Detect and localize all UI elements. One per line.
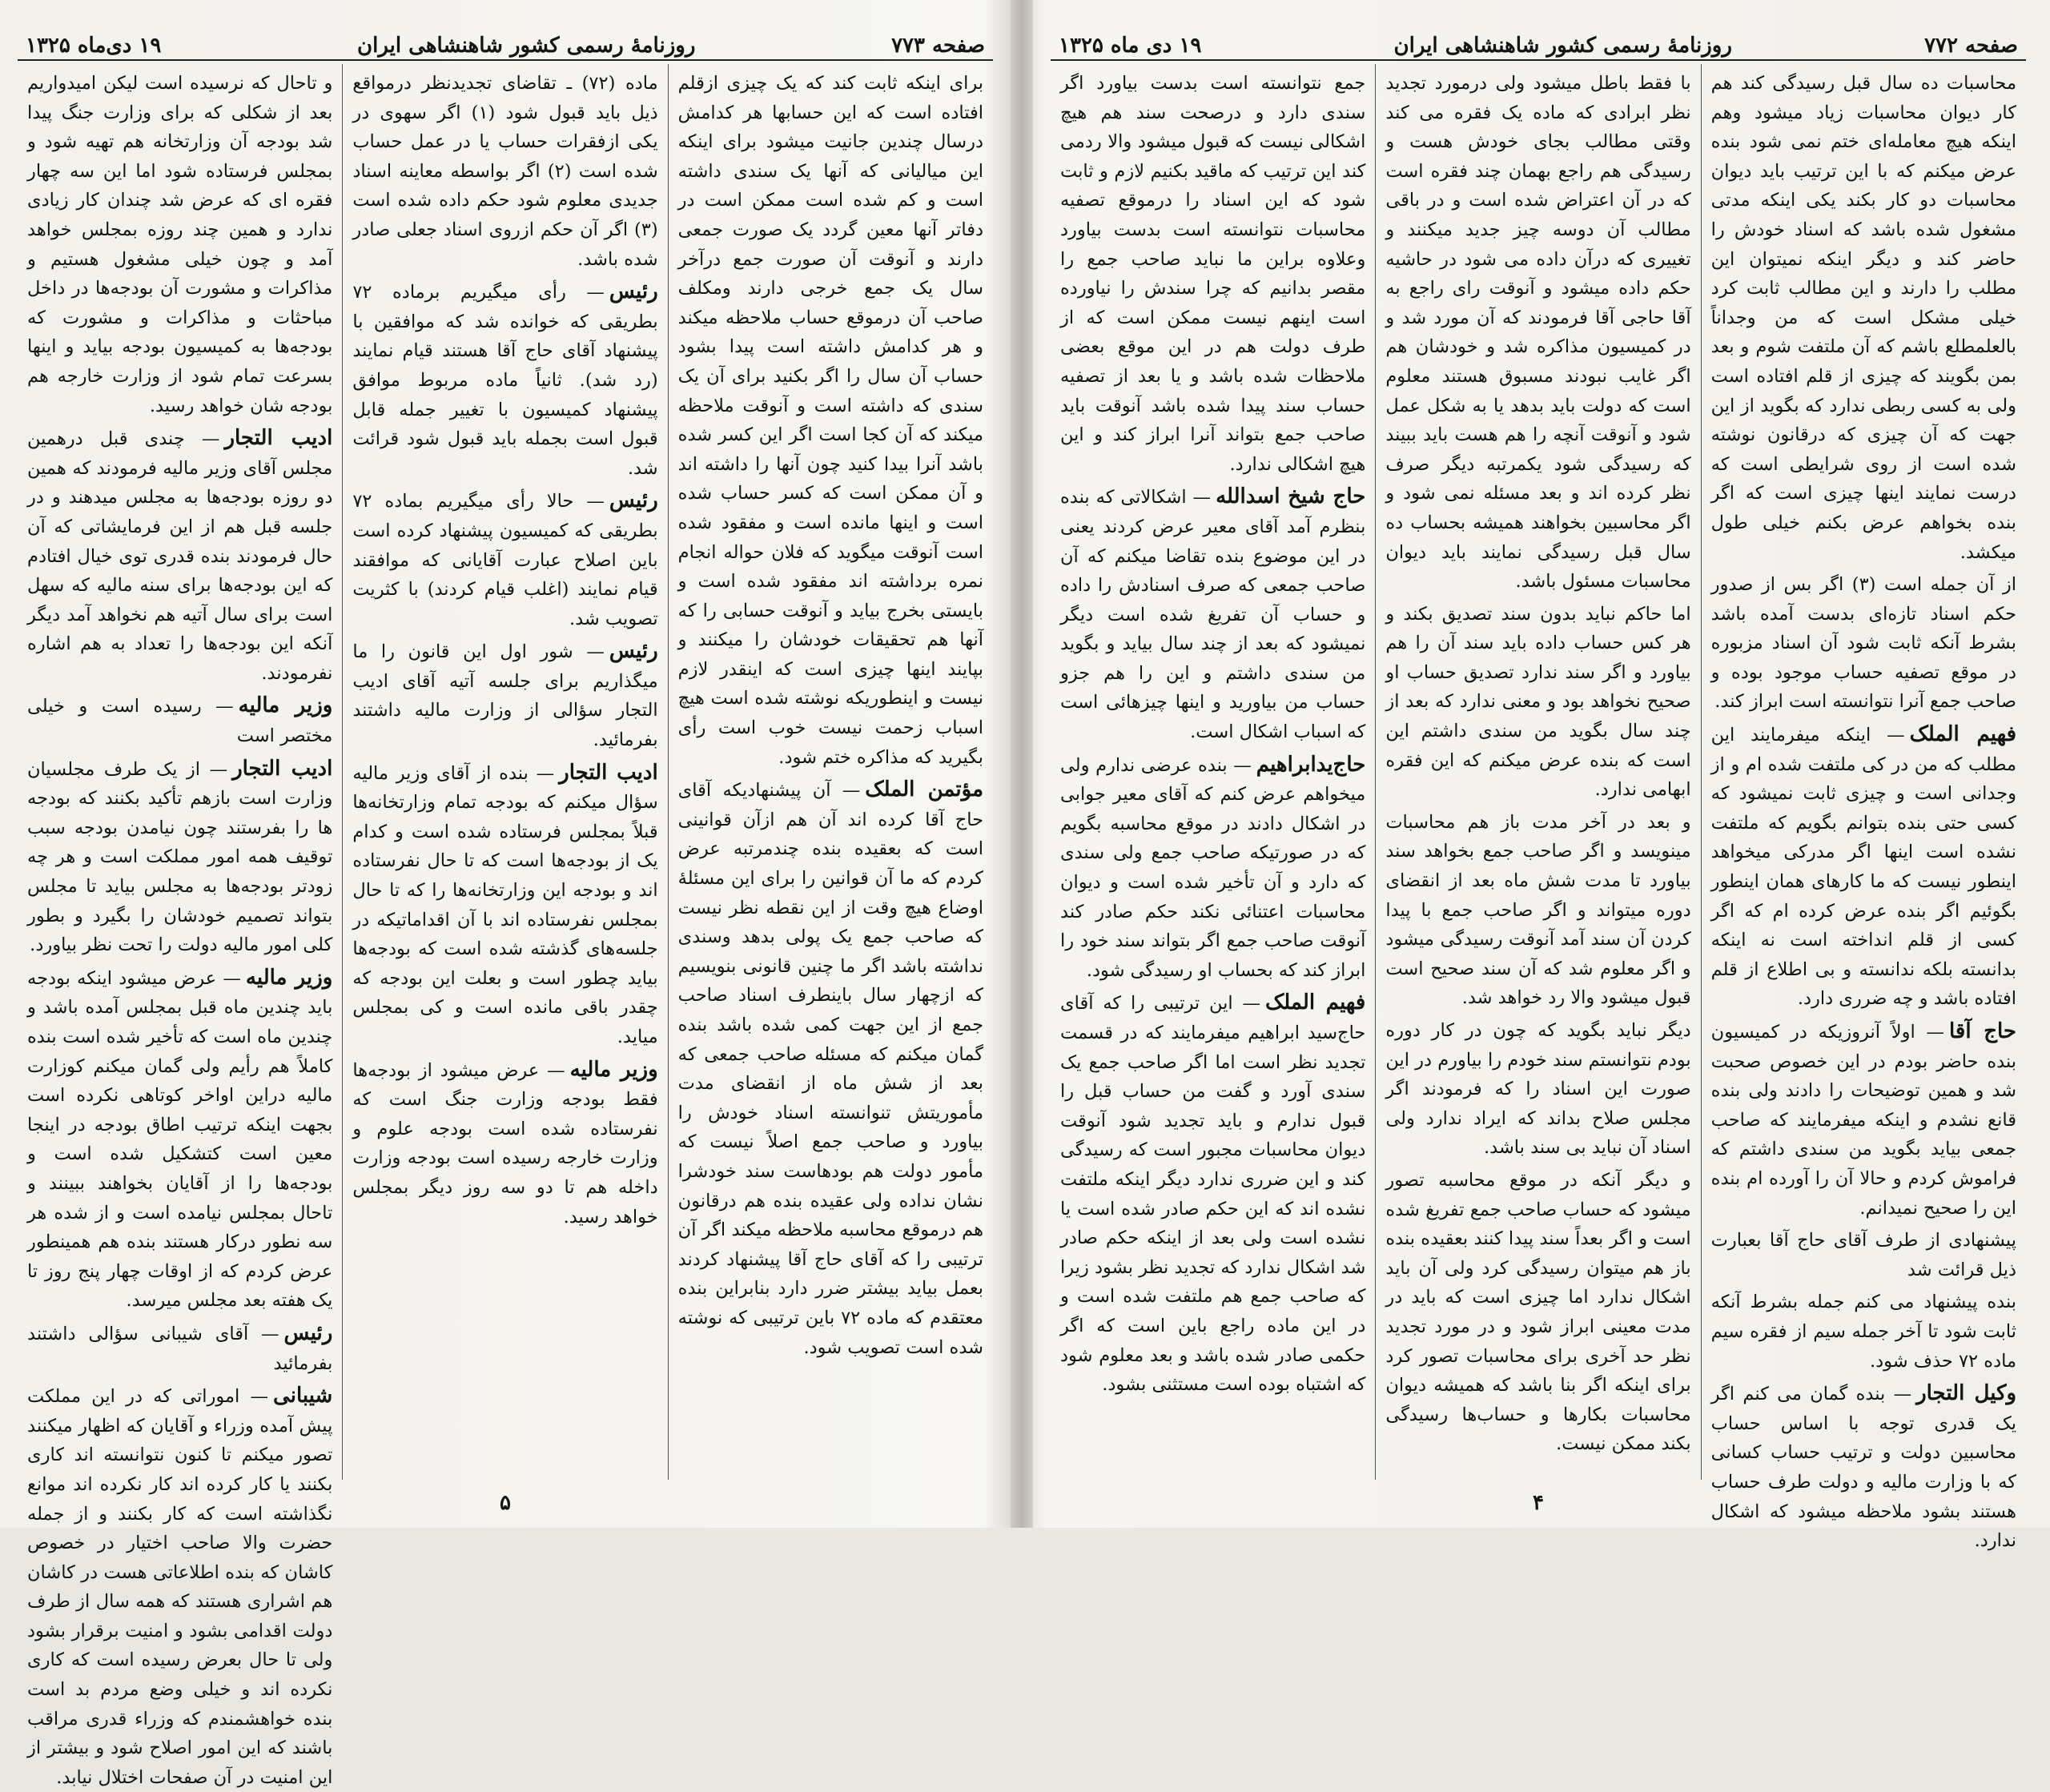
speaker-name: وزیر مالیه	[245, 965, 333, 990]
left-page-date: ۱۹ دی‌ماه ۱۳۲۵	[26, 34, 162, 58]
speech-block	[678, 69, 983, 772]
speech-block	[352, 277, 657, 483]
speech-text: — اشکالاتی که بنده بنظرم آمد آقای معیر عرض کردند یعنی در این موضوع بنده تقاضا میکنم که آن صاحب جمعی که صرف اسنادش را داده و حساب آن تفریغ شده است دیگر نمیشود که بعد از چند سال بیاید و بگوید من سندی داشتم و این را هم جزو حساب من بیاورید و اینها چیزهائی است که اسباب اشکال است.	[1060, 487, 1366, 743]
speaker-name: ادیب التجار	[224, 426, 333, 451]
speech-text: — از یک طرف مجلسیان وزارت است بازهم تأکید بکنند که بودجه ها را بفرستند چون نیامدن بودجه سبب توقیف همه امور مملکت است و هر چه زودتر بودجه‌ها به مجلس بیاید تا مجلس بتواند تصمیم خودشان را بگیرد و بطور کلی امور مالیه دولت را تحت نظر بیاورد.	[27, 758, 333, 956]
speech-block	[352, 758, 657, 1052]
speech-text: اما حاکم نباید بدون سند تصدیق بکند و هر کس حساب داده باید سند آن را هم بیاورد و اگر سند ندارد تصدیق حساب او صحیح نخواهد بود و معنی ندارد که بعد از چند سال بگوید من سندی داشتم این است که بنده عرض میکنم که این فقره ابهامی ندارد.	[1385, 603, 1691, 801]
right-page-columns	[1051, 64, 2026, 1552]
speech-block	[1711, 1226, 2016, 1284]
speech-block	[1385, 1166, 1690, 1459]
speech-text: — بنده عرضی ندارم ولی میخواهم عرض کنم که آقای معیر جوابی در اشکال دادند در موقع محاسبه بگویم که در صورتیکه صاحب جمع ولی سندی که دارد و آن تأخیر شده است و دیوان محاسبات اعتنائی نکند حکم صادر کند آنوقت صاحب جمع اگر بتواند سند خود را ابراز کند که بحساب او رسیدگی شود.	[1060, 754, 1366, 981]
speech-text: بنده پیشنهاد می کنم جمله بشرط آنکه ثابت شود تا آخر جمله سیم از فقره سیم ماده ۷۲ حذف شود.	[1710, 1292, 2016, 1372]
left-column-2	[342, 64, 667, 1480]
speaker-name: فهیم الملک	[1264, 990, 1366, 1015]
left-page-header	[18, 32, 993, 61]
left-page-columns	[18, 64, 993, 1788]
left-column-3	[18, 64, 342, 1788]
speech-text: و تاحال که نرسیده است لیکن امیدواریم بعد از شکلی که برای وزارت جنگ پیدا شد بودجه آن وزارتخانه هم تهیه شود و بمجلس فرستاده شود اما این سه چهار فقره ای که عرض شد چندان کار زیادی ندارد و همین چند روزه بمجلس خواهد آمد و چون خیلی مشغول هستیم و مذاکرات و مشورت آن بودجه‌ها در داخل مباحثات و مذاکرات و مشورت که بودجه‌ها به کمیسیون بودجه بیاید و اینها بسرعت تمام شود از وزارت خارجه هم بودجه شان خواهد رسید.	[27, 73, 333, 416]
speech-block	[1385, 1016, 1690, 1163]
speech-text: — بنده از آقای وزیر مالیه سؤال میکنم که بودجه تمام وزارتخانه‌ها قبلاً بمجلس فرستاده شده است و کدام یک از بودجه‌ها است که تا حال نفرستاده اند و بودجه این وزارتخانه‌ها را که تا حال بمجلس نفرستاده اند با آن اقداماتیکه در جلسه‌های گذشته شده است که بودجه‌ها بیاید چطور است و بعلت این بودجه که چقدر باقی مانده است و کی بمجلس میاید.	[352, 762, 658, 1047]
speech-text: — عرض میشود از بودجه‌ها فقط بودجه وزارت جنگ است که نفرستاده شده است بودجه علوم و وزارت خارجه رسیده است بودجه وزارت داخله هم تا دو سه روز دیگر بمجلس خواهد رسید.	[352, 1059, 658, 1227]
speech-text: دیگر نباید بگوید که چون در کار دوره بودم نتوانستم سند خودم را بیاورم در این صورت این اسناد را که فرمودند اگر مجلس صلاح بداند که ایراد ندارد ولی اسناد آن نباید بی سند باشد.	[1385, 1020, 1691, 1159]
speech-block	[1711, 1017, 2016, 1223]
speaker-name: ادیب التجار	[232, 756, 333, 781]
speech-text: — چندی قبل درهمین مجلس آقای وزیر مالیه فرمودند که همین دو روزه بودجه‌ها به مجلس میدهند و در جلسه قبل هم از این فرمایشاتی که آن حال فرمودند بنده قدری توی خیال افتادم که این بودجه‌ها برای سنه مالیه که سهل است برای سال آتیه هم نخواهد آمد دیگر آنکه این بودجه‌ها را تعداد به هم اشاره نفرمودند.	[27, 428, 333, 684]
speech-text: — آقای شیبانی سؤالی داشتند بفرمائید	[27, 1323, 333, 1374]
speech-text: جمع نتوانسته است بدست بیاورد اگر سندی دارد و درصحت سند هم هیچ اشکالی نیست که قبول میشود والا ردمی کند این ترتیب که ماقید بکنیم لازم و ثابت شود که این اسناد را درموقع تصفیه محاسبات نتوانسته است بدست بیاورد وعلاوه براین ما نباید صاحب جمع را مقصر بدانیم که چرا سندش را نیاورده است اینهم نیست ممکن است که از طرف دولت هم در این موقع بعضی ملاحظات شده باشد و یا بعد از تصفیه حساب سند پیدا شده باشد آنوقت باید صاحب جمع بتواند آنرا ابراز کند و این هیچ اشکالی ندارد.	[1060, 73, 1366, 475]
speech-text: — اموراتی که در این مملکت پیش آمده وزراء و آقایان که اظهار میکنند تصور میکنم تا کنون نتوانسته اند کاری بکنند یا کار کرده اند کار نکرده اند موانع نگذاشته است که کار بکنند و از جمله حضرت والا صاحب اختیار در خصوص کاشان که بنده اطلاعاتی هست در کاشان هم اشراری هستند که همه سال از طرف دولت اقدامی بشود و امنیت برقرار بشود ولی تا حال بعرض رسیده است که کاری نکرده اند و خیلی وضع مردم بد است بنده خواهشمندم که وزراء قدری مراقب باشند که این امور اصلاح شود و بیشتر از این امنیت در آن صفحات اختلال نیابد.	[27, 1386, 333, 1788]
speech-block	[1385, 600, 1690, 805]
speech-block	[27, 69, 332, 420]
speech-block	[1060, 750, 1365, 986]
speech-block	[352, 1055, 657, 1232]
speech-text: — عرض میشود اینکه بودجه باید چندین ماه قبل بمجلس آمده باشد و چندین ماه است که تأخیر شده است بنده کاملاً هم رأیم ولی گمان میکنم کوزارت مالیه دراین اواخر کوتاهی نکرده است بجهت اینکه ترتیب اطاق بودجه در اینجا معین است کتشکیل شده است و بودجه‌ها را از آقایان بخواهند ببینند و تاحال بمجلس نیامده است و از شده هر سه نطور درکار هستند بنده هم همینطور عرض کردم که از اوقات چهار پنج روز تا یک هفته بعد مجلس میرسد.	[27, 967, 333, 1312]
speech-text: از آن جمله است (۳) اگر بس از صدور حکم اسناد تازه‌ای بدست آمده باشد بشرط آنکه ثابت شود آن اسناد مزبوره در موقع تصفیه حساب موجود بوده و صاحب جمع آنرا نتوانسته است ابراز کند.	[1710, 574, 2016, 713]
speech-block	[27, 963, 332, 1316]
speaker-name: وکیل التجار	[1916, 1381, 2016, 1406]
speech-block	[27, 691, 332, 750]
speech-block	[352, 637, 657, 754]
speech-block	[352, 486, 657, 633]
speech-text: — بنده گمان می کنم اگر یک قدری توجه با اساس حساب محاسبین دولت و ترتیب حساب کسانی که با وزارت مالیه و دولت طرف حساب هستند بشود ملاحظه میشود که اشکال ندارد.	[1710, 1384, 2016, 1552]
left-column-1	[668, 64, 993, 1480]
speech-text: پیشنهادی از طرف آقای حاج آقا بعبارت ذیل قرائت شد	[1710, 1230, 2016, 1280]
speech-text: و بعد در آخر مدت باز هم محاسبات مینویسد و اگر صاحب جمع بخواهد سند بیاورد تا مدت شش ماه بعد از انقضای دوره میتواند و اگر صاحب جمع با پیدا کردن آن سند آمد آنوقت رسیدگی میشود و اگر معلوم شد که آن سند صحیح است قبول میشود والا رد خواهد شد.	[1385, 811, 1691, 1009]
speaker-name: رئیس	[609, 488, 658, 513]
speech-block	[352, 69, 657, 274]
speech-text: — این ترتیبی را که آقای حاج‌سید ابراهیم میفرمایند که در قسمت تجدید نظر است اما اگر صاحب جمع یک سندی آورد و گفت من حساب قبل را قبول ندارم و باید تجدید شود آنوقت دیوان محاسبات مجبور است که رسیدگی کند و این ضرری ندارد دیگر اینکه ملتفت نشده اند که این حکم صادر شده است یا نشده است ولی بعد از اینکه حکم صادر شد اشکال ندارد که تجدید نظر بشود زیرا که صاحب جمع هم ملتفت شده است و در این ماده راجع باین است که اگر حکمی صادر شده باشد و بعد معلوم شود که اشتباه بوده است مستثنی بشود.	[1060, 993, 1366, 1396]
right-page	[1033, 0, 2044, 1552]
speech-block	[1060, 69, 1365, 479]
speaker-name: حاج‌یدابراهیم	[1256, 752, 1366, 777]
speech-block	[1060, 988, 1365, 1399]
right-page-date: ۱۹ دی ماه ۱۳۲۵	[1059, 34, 1202, 58]
speech-text: برای اینکه ثابت کند که یک چیزی ازقلم افتاده است که این حسابها هر کدامش درسال چندین جانیت میشود برای اینکه این میالیانی که آنها یک سندی داشته است و کم شده است ممکن است در دفاتر آنها معین گردد یک صورت جمعی دارند و آنوقت آن صورت جمع درآخر سال یک جمع خرجی دارند ومکلف صاحب آن درموقع حساب ملاحظه میکند و هر کدامش داشته است پیدا بشود حساب آن سال را اگر بکنید برای آن یک سندی که داشته است و آنوقت ملاحظه میکند که آن کجا است اگر این کسر شده باشد آنرا بیدا کنید چون آنها را داشته اند و آن ممکن است که کسر حساب شده است و اینها مانده است و مفقود شده است آنوقت میگوید که فلان حواله انجام نمره برداشته اند مفقود شده است و بایستی بخرج بیاید و آنوقت حسابی را که آنها هم تحقیقات خودشان را میکنند و بپایند اینها چیزی است که اینقدر لازم نیست و اینطوریکه نوشته شده است هیچ اسباب زحمت نیست خوب است رأی بگیرید که مذاکره ختم شود.	[677, 73, 983, 768]
right-gazette-title: روزنامهٔ رسمی کشور شاهنشاهی ایران	[1393, 34, 1732, 58]
speaker-name: ادیب التجار	[559, 760, 658, 785]
speaker-name: حاج شیخ اسدالله	[1216, 484, 1366, 509]
speech-block	[1711, 720, 2016, 1014]
right-page-header	[1051, 32, 2026, 61]
speech-block	[1385, 808, 1690, 1013]
speaker-name: مؤتمن الملک	[865, 777, 983, 802]
right-page-number: صفحه ۷۷۲	[1924, 34, 2018, 58]
speech-text: — رأی میگیریم برماده ۷۲ بطریقی که خوانده شد که موافقین با پیشنهاد آقای حاج آقا هستند قیام نمایند (رد شد). ثانیاً ماده مربوط موافق پیشنهاد کمیسیون با تغییر جمله قابل قبول است بجمله باید قبول شود قرائت شد.	[352, 282, 658, 479]
speech-block	[27, 424, 332, 688]
speaker-name: رئیس	[609, 279, 658, 304]
speech-text: و دیگر آنکه در موقع محاسبه تصور میشود که حساب صاحب جمع تفریغ شده است و اگر بعداً سند پیدا کنند بعقیده بنده باز هم میتوان رسیدگی کرد ولی آن باید اشکال ندارد اما چیزی است که باید در مدت معینی ابراز شود و در مورد تجدید نظر حد آخری برای محاسبات تصور کرد برای اینکه اگر بنا باشد که همیشه دیوان محاسبات بکارها و حساب‌ها رسیدگی بکند ممکن نیست.	[1385, 1169, 1691, 1455]
speech-text: ماده (۷۲) ـ تقاضای تجدیدنظر درمواقع ذیل باید قبول شود (۱) اگر سهوی در یکی ازفقرات حساب یا در عمل حساب شده است (۲) اگر بواسطه معاینه اسناد جدیدی معلوم شود حکم داده شده است (۳) اگر آن حکم ازروی اسناد جعلی صادر شده باشد.	[352, 73, 658, 270]
speaker-name: رئیس	[283, 1320, 333, 1345]
speech-text: — رسیده است و خیلی مختصر است	[27, 696, 333, 747]
speech-text: — اولاً آنروزیکه در کمیسیون بنده حاضر بودم در این خصوص صحبت شد و همین توضیحات را دادند ولی بنده قانع نشدم و اینکه میفرمایند که صاحب جمعی بیاید بگوید من سندی داشتم که فراموش کردم و حالا آن را آورده ام بنده این را صحیح نمیدانم.	[1710, 1022, 2016, 1219]
left-page-folio: ۵	[500, 1491, 511, 1515]
speech-text: با فقط باطل میشود ولی درمورد تجدید نظر ابرادی که ماده یک فقره می کند وقتی مطالب بجای خودش هست و رسیدگی هم راجع بهمان چند فقره است که در آن اعتراض شده است و در باقی مطالب آن دوسه چیز جدید میکنند و تغییری که درآن داده می شود در حاشیه حکم داده میشود و آنوقت رای راجع به آقا حاجی آقا فرمودند که آن مورد شد و در کمیسیون مذاکره شد و خودشان هم اگر غایب نبودند مسبوق هستند معلوم است که دولت باید بدهد یا به شکل عمل شود و آنوقت آنچه را هم هست باید ببیند که رسیدگی شود یکمرتبه دیگر صرف نظر کرده اند و بعد مسئله نمی شود و اگر محاسبین بخواهند همیشه بحساب ده سال قبل رسیدگی نمایند باید دیوان محاسبات مسئول باشد.	[1385, 73, 1691, 593]
left-gazette-title: روزنامهٔ رسمی کشور شاهنشاهی ایران	[357, 34, 696, 58]
speaker-name: فهیم الملک	[1909, 722, 2017, 747]
right-column-1	[1701, 64, 2026, 1552]
right-page-folio: ۴	[1533, 1491, 1544, 1515]
speech-block	[27, 1319, 332, 1378]
speech-text: — آن پیشنهادیکه آقای حاج آقا کرده اند آن هم ازآن قوانینی است که بعقیده بنده چندمرتبه عرض کردم که ما آن قوانین را برای این مسئلهٔ اوضاع هیچ وقت از این نقطه نظر نیست که صاحب جمع یک پولی بدهد وسندی نداشته باشد اگر ما چنین قانونی بنویسیم که ازچهار سال باینطرف اسناد صاحب جمع از این جهت کمی شده باشد بنده گمان میکنم که مسئله صاحب جمعی که بعد از شش ماه از انقضای مدت مأموریتش تنوانسته اسناد خودش را بیاورد و صاحب جمع اصلاً نیست که مأمور دولت هم بودهاست سند خودشرا نشان نداده ولی عقیده بنده هم درقانون هم درموقع محاسبه ملاحظه میکند اگر آن ترتیبی را که آقای حاج آقا پیشنهاد کردند بعمل بیاید بیشتر ضرر دارد بنابراین بنده معتقدم که ماده ۷۲ باین ترتیبی که نوشته شده است تصویب شود.	[677, 780, 983, 1358]
right-column-2	[1375, 64, 1700, 1480]
right-column-3	[1051, 64, 1375, 1480]
speaker-name: رئیس	[609, 639, 658, 664]
speech-text: — شور اول این قانون را ما میگذاریم برای جلسه آتیه آقای ادیب التجار سؤالی از وزارت مالیه داشتند بفرمائید.	[352, 641, 658, 751]
left-page	[0, 0, 1011, 1788]
speech-block	[27, 754, 332, 960]
book-gutter	[1011, 0, 1033, 1528]
speech-text: محاسبات ده سال قبل رسیدگی کند هم کار دیوان محاسبات زیاد میشود وهم اینکه هیچ معامله‌ای ختم نمی شود بنده عرض میکنم که با این ترتیب باید دیوان محاسبات دو کار بکند یکی اینکه مدتی مشغول شده باشد که اسناد خودش را حاضر کند و دیگر اینکه نمیتوان این مطلب را دارند و این مطالب ثابت کرد خیلی مشکل است که من وجداناً بالعلمطلع باشم که آن ملتفت شوم و بعد بمن بگویند که چیزی از قلم افتاده است ولی به کسی ربطی ندارد که بگوید از این جهت که آن چیزی که درقانون نوشته شده است از روی شرایطی است که درست نمایند اینها چیزی است که اگر بنده بخواهم عرض بکنم خیلی طول میکشد.	[1710, 73, 2016, 563]
speech-block	[1711, 1379, 2016, 1556]
speech-text: — حالا رأی میگیریم بماده ۷۲ بطریقی که کمیسیون پیشنهاد کرده است باین اصلاح عبارت آقایانی که موافقند قیام نمایند (اغلب قیام کردند) با کثریت تصویب شد.	[352, 491, 658, 629]
speech-block	[1711, 570, 2016, 717]
left-page-number: صفحه ۷۷۳	[891, 34, 985, 58]
speaker-name: حاج آقا	[1948, 1019, 2016, 1043]
speaker-name: وزیر مالیه	[569, 1057, 658, 1082]
speech-block	[1385, 69, 1690, 597]
speaker-name: شیبانی	[273, 1384, 333, 1408]
speech-block	[1060, 482, 1365, 746]
speech-block	[27, 1381, 332, 1792]
speaker-name: وزیر مالیه	[238, 693, 333, 718]
speech-block	[1711, 69, 2016, 567]
speech-block	[678, 775, 983, 1362]
speech-text: — اینکه میفرمایند این مطلب که من در کی ملتفت شده ام و از وجدانی است و چیزی ثابت نمیشود که کسی حتی بنده بتوانم بگویم که ملتفت نشده است اینها اگر مدرکی میخواهد اینطور نیست که ما کارهای همان اینطور بگوئیم اگر بنده عرض کرده ام که اگر کسی از قلم انداخته است نه اینکه بدانسته بلکه ندانسته و بی اطلاع از قلم افتاده باشد و چه ضرری دارد.	[1710, 725, 2016, 1010]
speech-block	[1711, 1288, 2016, 1376]
